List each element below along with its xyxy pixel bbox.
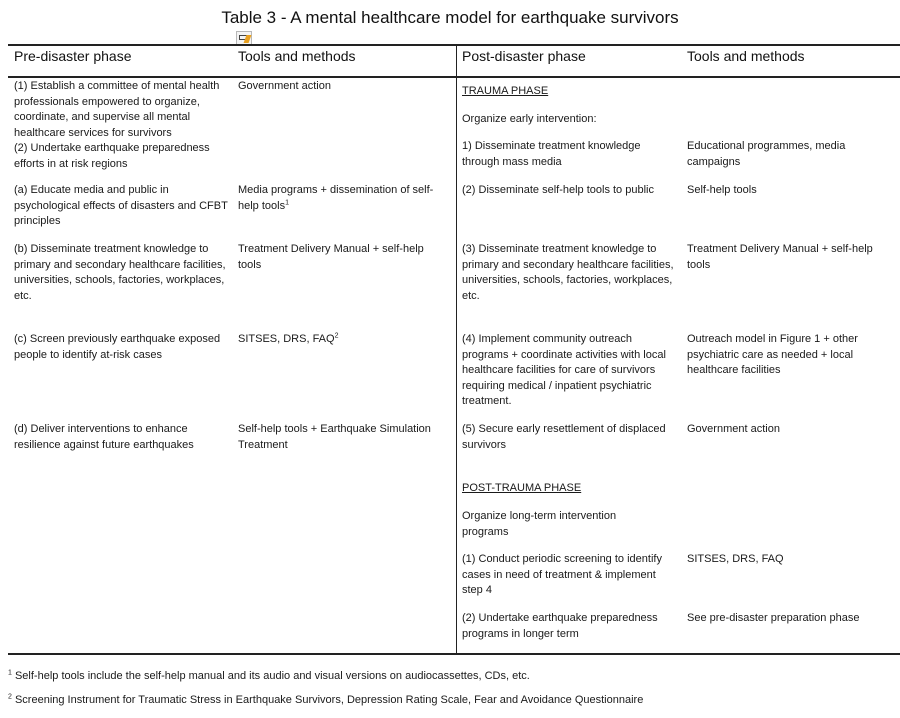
- footnote-2-text: Screening Instrument for Traumatic Stress in Earthquake Survivors, Depression Rating Scale, Fear and Avoidance Questionnaire: [14, 694, 644, 706]
- post-trauma-phase-intro: Organize long-term intervention programs: [462, 510, 617, 538]
- footnote-ref-1[interactable]: 1: [285, 198, 289, 206]
- phase-divider: [456, 44, 457, 655]
- object-anchor-icon[interactable]: [236, 31, 252, 45]
- footnote-2: [8, 694, 643, 706]
- post-trauma-row-1-tools: SITSES, DRS, FAQ: [687, 553, 784, 565]
- trauma-row-3-text: (3) Disseminate treatment knowledge to primary and secondary healthcare facilities, universities, schools, factories, workplaces, etc.: [462, 243, 674, 302]
- trauma-row-1-text: 1) Disseminate treatment knowledge through mass media: [462, 140, 641, 168]
- pre-row-b-tools: Treatment Delivery Manual + self-help tools: [238, 243, 424, 271]
- post-trauma-row-2-text: (2) Undertake earthquake preparedness programs in longer term: [462, 612, 658, 640]
- pre-row-d-tools: Self-help tools + Earthquake Simulation Treatment: [238, 423, 431, 451]
- trauma-row-3-tools: Treatment Delivery Manual + self-help tools: [687, 243, 873, 271]
- table-bottom-rule: [8, 653, 900, 655]
- trauma-phase-heading: TRAUMA PHASE: [462, 85, 549, 97]
- trauma-row-5-tools: Government action: [687, 423, 780, 435]
- table-top-rule: [8, 44, 900, 46]
- trauma-row-1-tools: Educational programmes, media campaigns: [687, 140, 846, 168]
- header-post-disaster-phase: Post-disaster phase: [462, 48, 586, 64]
- pre-row-d-text: (d) Deliver interventions to enhance resilience against future earthquakes: [14, 423, 194, 451]
- footnote-1-mark: 1: [8, 669, 12, 677]
- pre-row-1-tools: Government action: [238, 80, 331, 92]
- post-trauma-row-2-tools: See pre-disaster preparation phase: [687, 612, 860, 624]
- post-trauma-row-1-text: (1) Conduct periodic screening to identify cases in need of treatment & implement step 4: [462, 553, 662, 596]
- header-pre-disaster-phase: Pre-disaster phase: [14, 48, 132, 64]
- trauma-phase-intro: Organize early intervention:: [462, 113, 597, 125]
- trauma-row-4-tools: Outreach model in Figure 1 + other psychiatric care as needed + local healthcare facilities: [687, 333, 858, 376]
- trauma-row-5-text: (5) Secure early resettlement of displaced survivors: [462, 423, 666, 451]
- header-bottom-rule: [8, 76, 900, 78]
- pre-row-1: [14, 79, 230, 172]
- pre-row-1-text-b: (2) Undertake earthquake preparedness efforts in at risk regions: [14, 142, 210, 170]
- footnote-2-mark: 2: [8, 693, 12, 701]
- pre-row-a-text: (a) Educate media and public in psychological effects of disasters and CFBT principles: [14, 184, 228, 227]
- pre-row-c-text: (c) Screen previously earthquake exposed people to identify at-risk cases: [14, 333, 221, 361]
- footnote-1-text: Self-help tools include the self-help manual and its audio and visual versions on audiocassettes, CDs, etc.: [14, 670, 530, 682]
- header-post-tools: Tools and methods: [687, 48, 805, 64]
- header-pre-tools: Tools and methods: [238, 48, 356, 64]
- pre-row-b-text: (b) Disseminate treatment knowledge to primary and secondary healthcare facilities, universities, schools, factories, workplaces, etc.: [14, 243, 226, 302]
- trauma-row-4-text: (4) Implement community outreach programs + coordinate activities with local healthcare facilities for care of survivors requiring medical / inpatient psychiatric treatment.: [462, 333, 666, 407]
- pre-row-1-text-a: (1) Establish a committee of mental health professionals empowered to organize, coordinate, and supervise all mental healthcare services for survivors: [14, 80, 220, 139]
- pre-row-c-tools: [238, 332, 450, 348]
- pre-row-c-tools-text: SITSES, DRS, FAQ: [238, 333, 335, 345]
- table-title: Table 3 - A mental healthcare model for earthquake survivors: [221, 8, 679, 27]
- footnote-1: [8, 670, 530, 682]
- trauma-row-2-text: (2) Disseminate self-help tools to public: [462, 184, 654, 196]
- post-trauma-phase-heading: POST-TRAUMA PHASE: [462, 482, 582, 494]
- trauma-row-2-tools: Self-help tools: [687, 184, 757, 196]
- footnote-ref-2[interactable]: 2: [334, 332, 339, 340]
- pre-row-a-tools-text: Media programs + dissemination of self-help tools: [238, 184, 434, 212]
- anchor-lightning-shape: [244, 35, 252, 43]
- pre-row-a-tools: [238, 183, 450, 214]
